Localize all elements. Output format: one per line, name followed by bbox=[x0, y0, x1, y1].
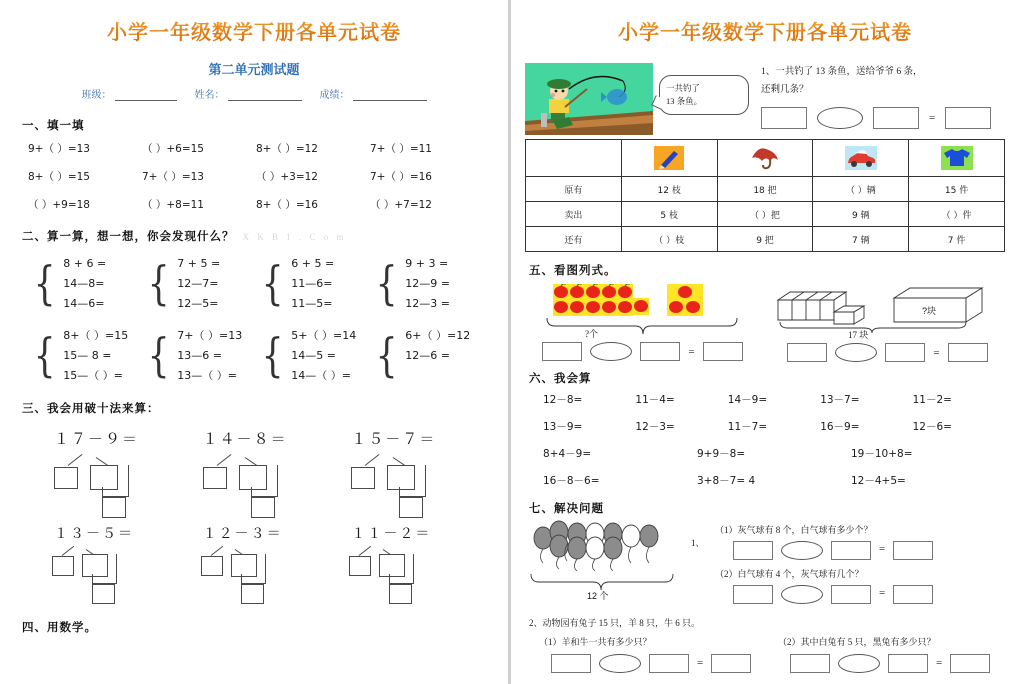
operator-oval[interactable] bbox=[835, 343, 877, 362]
fill-item[interactable]: （ ）+6=15 bbox=[142, 143, 204, 155]
section-3-heading: 三、我会用破十法来算： bbox=[22, 403, 160, 415]
answer-box[interactable] bbox=[52, 556, 74, 576]
question-2-subquestions bbox=[525, 634, 1005, 674]
answer-box[interactable] bbox=[787, 343, 827, 362]
branch-line bbox=[68, 454, 83, 466]
apples-answer-row bbox=[525, 342, 760, 361]
answer-box[interactable] bbox=[351, 467, 375, 489]
apple-group-left bbox=[553, 284, 649, 316]
calc-item[interactable]: 11－4= bbox=[635, 394, 675, 406]
break-ten-diagram bbox=[199, 545, 317, 605]
table-cell[interactable]: （ ）辆 bbox=[813, 177, 909, 202]
table-row-icons bbox=[526, 140, 1005, 177]
sub-question-1-text: （1）灰气球有 8 个，白气球有多少个？ bbox=[715, 525, 873, 535]
answer-box[interactable] bbox=[379, 554, 405, 577]
blocks-problem bbox=[770, 284, 1005, 362]
table-cell[interactable]: 9 把 bbox=[717, 227, 813, 252]
answer-box[interactable] bbox=[92, 584, 115, 604]
break-ten-diagram bbox=[347, 545, 465, 605]
apple-groups bbox=[525, 284, 760, 316]
calc-item[interactable]: 11－7= bbox=[727, 421, 768, 433]
break-ten-item bbox=[44, 519, 193, 605]
tshirt-icon bbox=[910, 145, 1003, 171]
bubble-line-2: 13 条鱼。 bbox=[666, 95, 703, 106]
class-field[interactable] bbox=[82, 86, 177, 101]
equation[interactable]: 12—5= bbox=[177, 297, 219, 310]
apple-group-right bbox=[663, 284, 707, 316]
break-ten-expression[interactable]: １１－２＝ bbox=[351, 526, 432, 542]
operator-oval[interactable] bbox=[781, 541, 823, 560]
calc-item[interactable]: 12－3= bbox=[635, 421, 675, 433]
table-cell[interactable]: 7 件 bbox=[909, 227, 1005, 252]
answer-box[interactable] bbox=[54, 467, 78, 489]
brace-icon: { bbox=[261, 256, 284, 311]
brace-icon: { bbox=[147, 328, 170, 383]
question-1-subquestions bbox=[715, 520, 1005, 605]
table-icon-cell bbox=[717, 140, 813, 177]
question-1-line-1 bbox=[761, 63, 1005, 81]
answer-box[interactable] bbox=[82, 554, 108, 577]
brace-group bbox=[372, 324, 486, 388]
blocks-illustration bbox=[770, 284, 1005, 332]
section-5-content bbox=[525, 284, 1005, 362]
answer-box[interactable] bbox=[387, 465, 415, 490]
calc-item[interactable]: 16－9= bbox=[820, 421, 860, 433]
calc-item[interactable]: 9+9－8= bbox=[697, 448, 746, 460]
answer-box[interactable] bbox=[231, 554, 257, 577]
break-ten-expression[interactable]: １７－９＝ bbox=[54, 430, 140, 448]
equation[interactable]: 12—9 = bbox=[405, 277, 450, 290]
break-ten-item bbox=[193, 424, 342, 517]
sub-question-2-text: （2）白气球有 4 个，灰气球有几个？ bbox=[715, 568, 864, 579]
brace-group bbox=[144, 252, 258, 316]
answer-box[interactable] bbox=[389, 584, 412, 604]
brace-group bbox=[30, 324, 144, 388]
table-icon-cell bbox=[621, 140, 717, 177]
question-2-text: 动物园有兔子 15 只，羊 8 只，牛 6 只。 bbox=[542, 618, 701, 628]
answer-box[interactable] bbox=[945, 107, 991, 129]
fishing-scene-svg bbox=[525, 63, 653, 135]
table-cell[interactable]: 5 枝 bbox=[621, 202, 717, 227]
table-icon-cell bbox=[813, 140, 909, 177]
row-label: 还有 bbox=[526, 227, 622, 252]
calc-item[interactable]: 14－9= bbox=[727, 394, 768, 406]
equals-sign: = bbox=[879, 543, 886, 556]
question-1-line-2: 还剩几条？ bbox=[761, 85, 809, 96]
apples-problem bbox=[525, 284, 760, 361]
operator-oval[interactable] bbox=[599, 654, 641, 673]
balloons-illustration bbox=[525, 520, 685, 605]
equation[interactable]: 12—6 = bbox=[405, 349, 450, 362]
table-cell[interactable]: 12 枝 bbox=[621, 177, 717, 202]
connector-line bbox=[241, 574, 242, 584]
equation[interactable] bbox=[405, 366, 470, 386]
equals-sign: = bbox=[879, 587, 886, 600]
answer-box[interactable] bbox=[201, 556, 223, 576]
brace-icon: { bbox=[33, 256, 56, 311]
apple-cluster-icon bbox=[663, 284, 707, 316]
fishing-question-row bbox=[525, 63, 1005, 135]
answer-box[interactable] bbox=[711, 654, 751, 673]
break-ten-diagram bbox=[199, 451, 317, 517]
equation[interactable]: 8 + 6 = bbox=[63, 257, 107, 270]
connector-line bbox=[277, 465, 278, 497]
equation[interactable]: 7+（ ）=13 bbox=[177, 329, 243, 342]
table-cell[interactable]: 9 辆 bbox=[813, 202, 909, 227]
equation[interactable]: 11—6= bbox=[291, 277, 333, 290]
left-page bbox=[0, 0, 508, 684]
section-6-rows-3-4 bbox=[525, 446, 1005, 488]
answer-box[interactable] bbox=[790, 654, 830, 673]
section-2-title: 二、算一算，想一想，你会发现什么？ bbox=[22, 231, 235, 243]
equals-sign: = bbox=[688, 345, 695, 358]
right-page bbox=[511, 0, 1019, 684]
break-ten-row-1 bbox=[18, 424, 490, 517]
blocks-answer-row bbox=[770, 343, 1005, 362]
boy-fishing-illustration bbox=[525, 63, 653, 135]
fill-item[interactable]: 8+（ ）=15 bbox=[28, 171, 90, 183]
balloon-total-label: 12 个 bbox=[587, 591, 609, 600]
calc-item[interactable]: 16－8－6= bbox=[543, 475, 600, 487]
equation[interactable]: 15—（ ）= bbox=[63, 369, 123, 382]
fill-item[interactable]: （ ）+3=12 bbox=[256, 171, 318, 183]
table-row bbox=[526, 227, 1005, 252]
brace-icon: { bbox=[375, 328, 398, 383]
equation[interactable]: 12—7= bbox=[177, 277, 219, 290]
connector-line bbox=[413, 554, 414, 584]
answer-box[interactable] bbox=[885, 343, 925, 362]
equals-sign: = bbox=[936, 657, 943, 670]
section-2-group-b bbox=[18, 324, 490, 388]
connector-line bbox=[389, 574, 390, 584]
blocks-svg bbox=[770, 284, 1000, 334]
answer-box[interactable] bbox=[349, 556, 371, 576]
break-ten-expression[interactable]: １４－８＝ bbox=[202, 430, 288, 448]
equation[interactable]: 7 + 5 = bbox=[177, 257, 221, 270]
brace-icon: { bbox=[375, 256, 398, 311]
answer-box[interactable] bbox=[873, 107, 919, 129]
equation[interactable]: 11—5= bbox=[291, 297, 333, 310]
sub-question-1-answer-row bbox=[733, 540, 1005, 560]
break-ten-item bbox=[193, 519, 342, 605]
break-ten-expression[interactable]: １３－５＝ bbox=[54, 526, 134, 542]
section-6-rows-1-2 bbox=[525, 392, 1005, 434]
calc-item[interactable]: 12－8= bbox=[543, 394, 583, 406]
fill-item[interactable]: （ ）+7=12 bbox=[370, 199, 432, 211]
answer-box[interactable] bbox=[203, 467, 227, 489]
break-ten-item bbox=[341, 519, 490, 605]
score-field[interactable] bbox=[320, 86, 427, 101]
calc-item[interactable]: 8+4－9= bbox=[543, 448, 592, 460]
connector-line bbox=[251, 487, 252, 497]
sub-question-answer-row bbox=[551, 653, 752, 674]
brace-group bbox=[258, 252, 372, 316]
break-ten-row-2 bbox=[18, 519, 490, 605]
speech-bubble bbox=[659, 75, 749, 115]
equals-sign: = bbox=[933, 346, 940, 359]
connector-line bbox=[102, 487, 103, 497]
equation[interactable]: 9 + 3 = bbox=[405, 257, 449, 270]
section-2-heading bbox=[22, 228, 490, 244]
table-icon-cell bbox=[909, 140, 1005, 177]
score-label: 成绩： bbox=[319, 90, 350, 101]
section-7-heading: 七、解决问题 bbox=[529, 503, 604, 515]
connector-line bbox=[92, 574, 93, 584]
brace-group bbox=[258, 324, 372, 388]
umbrella-icon bbox=[719, 145, 812, 171]
section-7-question-2 bbox=[525, 615, 1005, 674]
branch-line bbox=[62, 546, 74, 556]
branch-line bbox=[365, 454, 380, 466]
table-row bbox=[526, 202, 1005, 227]
watermark-text: X K B 1 . C o m bbox=[242, 232, 347, 242]
break-ten-diagram bbox=[50, 451, 168, 517]
operator-oval[interactable] bbox=[590, 342, 632, 361]
answer-box[interactable] bbox=[241, 584, 264, 604]
fill-item[interactable]: 8+（ ）=16 bbox=[256, 199, 318, 211]
break-ten-expression[interactable]: １２－３＝ bbox=[202, 526, 283, 542]
blocks-known-label: 17 块 bbox=[848, 330, 869, 340]
branch-line bbox=[359, 546, 371, 556]
page-title-left: 小学一年级数学下册各单元试卷 bbox=[18, 16, 490, 45]
apples-count-label: ?个 bbox=[585, 329, 598, 339]
calc-item[interactable]: 3+8－7= 4 bbox=[697, 475, 756, 487]
goods-table bbox=[525, 139, 1005, 252]
name-field[interactable] bbox=[195, 86, 302, 101]
calc-item[interactable]: 11－2= bbox=[912, 394, 952, 406]
operator-oval[interactable] bbox=[838, 654, 880, 673]
name-label: 姓名： bbox=[194, 90, 225, 101]
answer-box[interactable] bbox=[831, 541, 871, 560]
equation[interactable]: 5+（ ）=14 bbox=[291, 329, 357, 342]
fill-item[interactable]: 7+（ ）=11 bbox=[370, 143, 432, 155]
question-2-stem bbox=[529, 615, 1005, 632]
brace-group bbox=[144, 324, 258, 388]
break-ten-item bbox=[341, 424, 490, 517]
table-cell[interactable]: 15 件 bbox=[909, 177, 1005, 202]
break-ten-diagram bbox=[347, 451, 465, 517]
table-cell[interactable]: （ ）把 bbox=[717, 202, 813, 227]
question-1-text: 一共钓了 13 条鱼，送给爷爷 6 条， bbox=[775, 67, 923, 77]
branch-line bbox=[210, 546, 222, 556]
fill-item[interactable]: 7+（ ）=13 bbox=[142, 171, 204, 183]
operator-oval[interactable] bbox=[781, 585, 823, 604]
break-ten-expression[interactable]: １５－７＝ bbox=[351, 430, 437, 448]
row-label: 原有 bbox=[526, 177, 622, 202]
section-4-heading: 四、用数学。 bbox=[22, 622, 97, 634]
calc-item[interactable]: 13－7= bbox=[820, 394, 860, 406]
blocks-unknown-label: ?块 bbox=[922, 306, 937, 316]
sub-question-text: （2）其中白兔有 5 只，黑兔有多少只？ bbox=[778, 637, 936, 648]
bubble-line-1: 一共钓了 bbox=[666, 83, 701, 93]
equation[interactable]: 13—6 = bbox=[177, 349, 222, 362]
question-1 bbox=[755, 63, 1005, 129]
pencil-icon bbox=[623, 145, 716, 171]
equation[interactable]: 6+（ ）=12 bbox=[405, 329, 471, 342]
class-rule bbox=[115, 89, 177, 101]
table-cell[interactable]: （ ）枝 bbox=[621, 227, 717, 252]
answer-box[interactable] bbox=[950, 654, 990, 673]
calc-item[interactable]: 19－10+8= bbox=[851, 448, 913, 460]
equation[interactable]: 8+（ ）=15 bbox=[63, 329, 129, 342]
answer-box[interactable] bbox=[948, 343, 988, 362]
score-rule bbox=[353, 89, 427, 101]
answer-box[interactable] bbox=[551, 654, 591, 673]
equals-sign: = bbox=[929, 111, 936, 124]
equals-sign: = bbox=[697, 657, 704, 670]
answer-box[interactable] bbox=[640, 342, 680, 361]
answer-box[interactable] bbox=[90, 465, 118, 490]
connector-line bbox=[399, 487, 400, 497]
table-row bbox=[526, 177, 1005, 202]
equation[interactable]: 14—5 = bbox=[291, 349, 336, 362]
equation[interactable]: 6 + 5 = bbox=[291, 257, 335, 270]
student-id-line bbox=[18, 86, 490, 101]
calc-item[interactable]: 12－4+5= bbox=[851, 475, 906, 487]
sub-question-text: （1）羊和牛一共有多少只？ bbox=[539, 637, 652, 648]
break-ten-diagram bbox=[50, 545, 168, 605]
answer-box[interactable] bbox=[733, 541, 773, 560]
answer-box[interactable] bbox=[733, 585, 773, 604]
equation[interactable]: 15— 8 = bbox=[63, 349, 112, 362]
break-ten-item bbox=[44, 424, 193, 517]
answer-box[interactable] bbox=[761, 107, 807, 129]
fill-item[interactable]: （ ）+9=18 bbox=[28, 199, 90, 211]
equation[interactable]: 12—3 = bbox=[405, 297, 450, 310]
answer-box[interactable] bbox=[239, 465, 267, 490]
brace-group bbox=[30, 252, 144, 316]
question-2-number: 2、 bbox=[529, 618, 543, 628]
fill-item[interactable]: 9+（ ）=13 bbox=[28, 143, 90, 155]
sub-question-answer-row bbox=[790, 653, 1005, 674]
brace-icon: { bbox=[147, 256, 170, 311]
answer-box[interactable] bbox=[893, 585, 933, 604]
answer-box[interactable] bbox=[703, 342, 743, 361]
fill-item[interactable]: 7+（ ）=16 bbox=[370, 171, 432, 183]
row-label: 卖出 bbox=[526, 202, 622, 227]
connector-line bbox=[425, 465, 426, 497]
equation[interactable]: 14—6= bbox=[63, 297, 105, 310]
branch-line bbox=[216, 454, 231, 466]
question-1-answer-row bbox=[761, 107, 1005, 129]
answer-box[interactable] bbox=[831, 585, 871, 604]
question-2-sub-1 bbox=[525, 634, 752, 674]
table-cell[interactable]: 7 辆 bbox=[813, 227, 909, 252]
section-1-items bbox=[18, 141, 490, 212]
question-1-number: 1、 bbox=[761, 67, 776, 77]
section-1-heading: 一、填一填 bbox=[22, 120, 85, 132]
calc-item[interactable]: 13－9= bbox=[543, 421, 583, 433]
equation[interactable]: 14—（ ）= bbox=[291, 369, 351, 382]
calc-item[interactable]: 12－6= bbox=[912, 421, 952, 433]
brace-icon: { bbox=[33, 328, 56, 383]
answer-box[interactable] bbox=[542, 342, 582, 361]
section-5-heading: 五、看图列式。 bbox=[529, 265, 617, 277]
answer-box[interactable] bbox=[888, 654, 928, 673]
balloons-svg bbox=[525, 520, 685, 600]
unit-subtitle: 第二单元测试题 bbox=[208, 63, 300, 78]
table-corner-cell bbox=[526, 140, 622, 177]
apples-unknown-label bbox=[585, 327, 760, 340]
page-title-right: 小学一年级数学下册各单元试卷 bbox=[525, 16, 1005, 45]
class-label: 班级： bbox=[81, 90, 112, 101]
fill-item[interactable]: 8+（ ）=12 bbox=[256, 143, 318, 155]
equation[interactable]: 13—（ ）= bbox=[177, 369, 237, 382]
question-2-sub-2 bbox=[778, 634, 1005, 674]
answer-box[interactable] bbox=[102, 497, 126, 518]
operator-oval[interactable] bbox=[817, 107, 863, 129]
section-6-heading: 六、我会算 bbox=[529, 373, 592, 385]
table-cell[interactable]: （ ）件 bbox=[909, 202, 1005, 227]
sub-question-2-answer-row bbox=[733, 584, 1005, 604]
fill-item[interactable]: （ ）+8=11 bbox=[142, 199, 204, 211]
question-number: 1、 bbox=[691, 538, 705, 548]
answer-box[interactable] bbox=[649, 654, 689, 673]
brace-icon: { bbox=[261, 328, 284, 383]
car-icon bbox=[814, 145, 907, 171]
connector-line bbox=[265, 554, 266, 584]
table-cell[interactable]: 18 把 bbox=[717, 177, 813, 202]
equation[interactable]: 14—8= bbox=[63, 277, 105, 290]
section-7-question-1 bbox=[525, 520, 1005, 605]
answer-box[interactable] bbox=[893, 541, 933, 560]
brace-group bbox=[372, 252, 486, 316]
connector-line bbox=[128, 465, 129, 497]
name-rule bbox=[228, 89, 302, 101]
answer-box[interactable] bbox=[399, 497, 423, 518]
connector-line bbox=[116, 554, 117, 584]
section-2-group-a bbox=[18, 252, 490, 316]
apple-cluster-icon bbox=[553, 284, 649, 316]
answer-box[interactable] bbox=[251, 497, 275, 518]
